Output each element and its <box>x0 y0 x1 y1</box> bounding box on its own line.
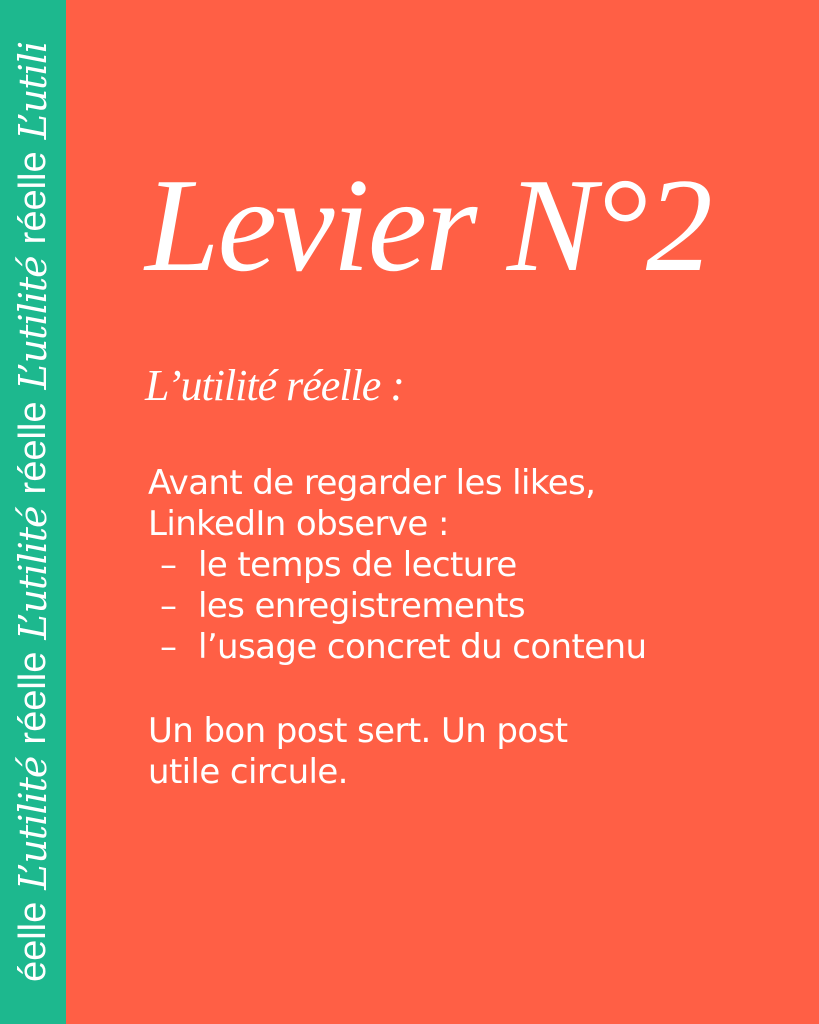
banner-segment: réelle <box>12 401 54 495</box>
closing-paragraph <box>148 711 567 793</box>
body-line: LinkedIn observe : <box>148 504 449 544</box>
vertical-banner-text <box>0 0 66 1024</box>
dash-marker: – <box>160 627 177 667</box>
list-item-label: l’usage concret du contenu <box>198 627 647 667</box>
dash-marker: – <box>160 586 177 626</box>
page-subtitle: L’utilité réelle : <box>145 361 404 410</box>
page-title: Levier N°2 <box>145 151 711 299</box>
banner-segment: L’utilité <box>11 256 55 390</box>
list-item <box>160 545 646 586</box>
banner-segment: L’utili <box>11 41 55 140</box>
banner-segment: réelle <box>12 651 54 745</box>
vertical-banner <box>0 0 66 1024</box>
bullet-list <box>148 545 646 668</box>
closing-line: Un bon post sert. Un post <box>148 711 568 751</box>
body-line: Avant de regarder les likes, <box>148 463 596 503</box>
list-item-label: les enregistrements <box>198 586 525 626</box>
list-item <box>160 627 646 668</box>
main-content <box>145 0 805 1024</box>
banner-segment: L’utilité <box>11 506 55 640</box>
banner-segment: réelle <box>12 151 54 245</box>
list-item-label: le temps de lecture <box>198 545 517 585</box>
closing-line: utile circule. <box>148 752 348 792</box>
list-item <box>160 586 646 627</box>
body-paragraph <box>148 463 646 668</box>
banner-segment: éelle <box>12 901 54 983</box>
banner-segment: L’utilité <box>11 756 55 890</box>
dash-marker: – <box>160 545 177 585</box>
